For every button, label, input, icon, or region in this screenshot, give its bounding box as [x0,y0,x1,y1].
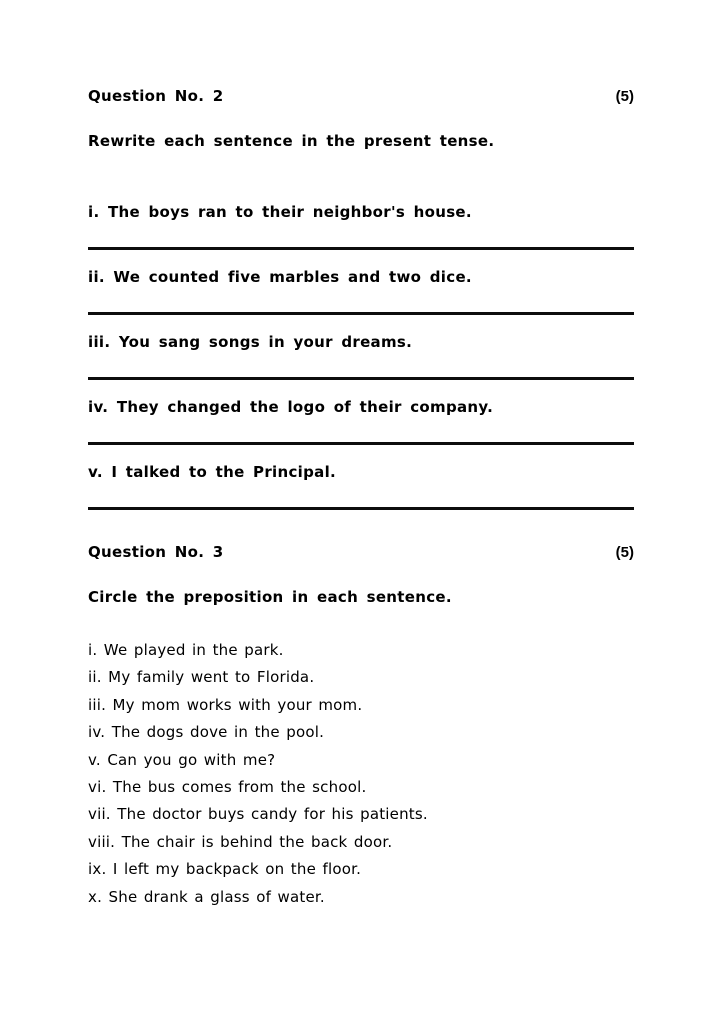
answer-line [88,312,634,315]
rewrite-item [88,204,634,250]
question-3-header [88,544,634,561]
preposition-sentence: iv. The dogs dove in the pool. [88,723,325,742]
question-2-title: Question No. 2 [88,87,224,105]
question-2-marks: (5) [615,88,634,105]
rewrite-item [88,334,634,380]
question-3-section [88,544,634,911]
rewrite-sentence: iv. They changed the logo of their company. [88,398,494,416]
rewrite-sentence: ii. We counted five marbles and two dice. [88,268,472,286]
rewrite-sentence: iii. You sang songs in your dreams. [88,333,413,351]
question-2-instruction: Rewrite each sentence in the present tense. [88,132,495,150]
question-3-instruction: Circle the preposition in each sentence. [88,588,452,606]
question-2-section [88,88,634,510]
question-3-marks: (5) [615,544,634,561]
question-3-title: Question No. 3 [88,543,224,561]
page-content [88,88,634,911]
preposition-sentence: viii. The chair is behind the back door. [88,832,393,851]
preposition-sentence: iii. My mom works with your mom. [88,695,363,714]
answer-line [88,442,634,445]
rewrite-item [88,399,634,445]
answer-line [88,507,634,510]
preposition-sentence: ix. I left my backpack on the floor. [88,860,362,879]
rewrite-item [88,269,634,315]
preposition-sentence-list [88,637,634,911]
rewrite-sentence: i. The boys ran to their neighbor's house. [88,203,472,221]
answer-line [88,247,634,250]
answer-line [88,377,634,380]
preposition-sentence: vii. The doctor buys candy for his patients. [88,805,428,824]
preposition-sentence: vi. The bus comes from the school. [88,777,367,796]
preposition-sentence: ii. My family went to Florida. [88,668,315,687]
preposition-sentence: i. We played in the park. [88,641,284,659]
rewrite-sentence: v. I talked to the Principal. [88,463,337,481]
preposition-sentence: x. She drank a glass of water. [88,887,325,906]
rewrite-item [88,464,634,510]
question-2-header [88,88,634,105]
preposition-sentence: v. Can you go with me? [88,750,276,769]
